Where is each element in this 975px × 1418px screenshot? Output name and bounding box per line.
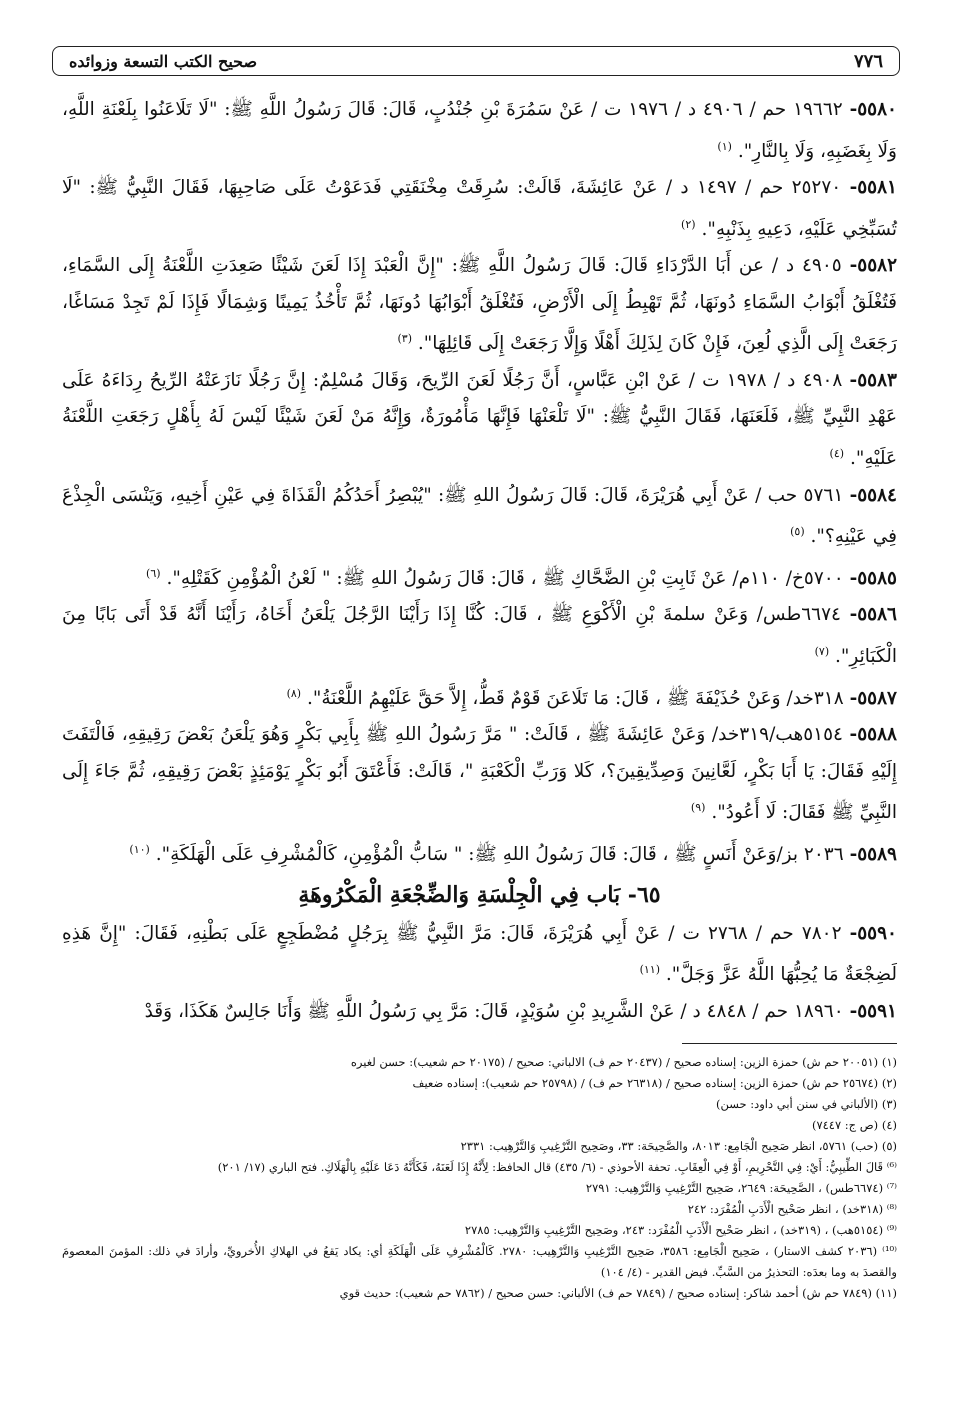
- hadith-text: ٢٠٣٦ بز/وَعَنْ أَنَسٍ ﷺ ، قَالَ: قَالَ رَسُولُ اللهِ ﷺ: " سَابُّ الْمُؤْمِنِ، كَالْمُشْرِفِ عَلَى الْهَلَكَةِ".: [155, 844, 844, 866]
- footnote-text: (حب) ٥٧٦١، انظر صَحِيح الْجَامِع: ٨٠١٣، والصَّحِيحَة: ٣٣، وصَحِيح التَّرْغِيبِ وَالتَّرْهِيب: ٢٣٣١: [460, 1139, 879, 1153]
- footnote-ref[interactable]: (١١): [639, 963, 661, 977]
- footnote-number: ⁽⁸⁾: [886, 1202, 897, 1216]
- hadith-text: ٧٨٠٢ حم / ٢٧٦٨ ت / عَنْ أَبِي هُرَيْرَةَ، قَالَ: مَرَّ النَّبِيُّ ﷺ بِرَجُلٍ مُضْطَجِعٍ عَلَى بَطْنِهِ، فَقَالَ: "إِنَّ هَذِهِ لَضِجْعَةٌ مَا يُحِبُّهَا اللَّهُ عَزَّ وَجَلَّ".: [62, 922, 897, 986]
- hadith-number: ٥٥٨٥-: [849, 567, 897, 589]
- footnote-ref[interactable]: (٦): [146, 566, 161, 580]
- hadith-number: ٥٥٨٧-: [849, 687, 897, 709]
- hadith-number: ٥٥٨٢-: [849, 255, 898, 277]
- footnote-number: (٣): [881, 1097, 897, 1111]
- hadith-entry: [62, 92, 897, 170]
- footnote-ref[interactable]: (١): [717, 139, 732, 153]
- footnote: [62, 1178, 897, 1199]
- footnote-text: (٥١٥٤هب) ، (٣١٩خد) ، انظر صَحْيح الْأَدَبِ الْمُفْرَد: ٢٤٣، وصَحِيح التَّرْغِيبِ وَالتَّرْهِيب: ٢٧٨٥: [464, 1223, 884, 1237]
- hadith-number: ٥٥٨٤-: [849, 484, 897, 506]
- footnotes: [62, 1052, 897, 1304]
- hadith-entry: [62, 248, 897, 363]
- page-header: [52, 46, 900, 76]
- page-number: ٧٧٦: [853, 50, 883, 72]
- hadith-entry: [62, 717, 897, 832]
- footnote: [62, 1136, 897, 1157]
- hadith-number: ٥٥٩٠-: [849, 922, 897, 944]
- hadith-text: ٥٧٦١ حب / عَنْ أَبِي هُرَيْرَةَ، قَالَ: قَالَ رَسُولُ اللهِ ﷺ: "يُبْصِرُ أَحَدُكُمُ الْقَذَاةَ فِي عَيْنِ أَخِيهِ، وَيَنْسَى الْجِذْعَ فِي عَيْنِهِ؟".: [62, 484, 897, 548]
- footnote-number: (١): [881, 1055, 897, 1069]
- footnote-number: (٤): [881, 1118, 897, 1132]
- footnote-number: (٢): [881, 1076, 897, 1090]
- hadith-number: ٥٥٨٠-: [849, 99, 897, 120]
- footnote-text: (٧٨٤٩ حم ش) أحمد شاكر: إسناده صحيح / (٧٨٤٩ حم ف) الألباني: حسن صحيح / (٧٨٦٢ حم شعيب): حديث قوي: [339, 1286, 872, 1300]
- hadith-entry: [62, 597, 897, 675]
- footnote-ref[interactable]: (٩): [690, 801, 706, 815]
- footnote: [62, 1157, 897, 1178]
- footnote: [62, 1220, 897, 1241]
- footnote: [62, 1052, 897, 1073]
- footnote-text: (الألباني في سنن أبي داود: حسن): [715, 1097, 879, 1111]
- footnote: [62, 1094, 897, 1115]
- footnote-text: (ص ج: ٧٤٤٧): [811, 1118, 879, 1132]
- hadith-entry: [62, 916, 897, 994]
- footnote-ref[interactable]: (٥): [790, 525, 805, 539]
- footnote-ref[interactable]: (٤): [829, 446, 845, 460]
- footnote-number: ⁽⁷⁾: [886, 1181, 897, 1195]
- footnote-number: ⁽⁶⁾: [886, 1160, 897, 1174]
- footnote-ref[interactable]: (٢): [681, 217, 696, 231]
- hadith-number: ٥٥٨٩-: [849, 844, 897, 866]
- hadith-text: ٤٩٠٥ د / عن أَبَا الدَّرْدَاءِ قَالَ: قَالَ رَسُولُ اللَّهِ ﷺ: "إِنَّ الْعَبْدَ إِذَا لَعَنَ شَيْئًا صَعِدَتِ اللَّعْنَةُ إِلَى السَّمَاءِ، فَتُغْلَقُ أَبْوَابُ السَّمَاءِ دُونَهَا، ثُمَّ تَهْبِطُ إِلَى الْأَرْضِ، فَتُغْلَقُ أَبْوَابُهَا دُونَهَا، ثُمَّ تَأْخُذُ يَمِينًا وَشِمَالًا فَإِذَا لَمْ تَجِدْ مَسَاغًا، رَجَعَتْ إِلَى الَّذِي لُعِنَ، فَإِنْ كَانَ لِذَلِكَ أَهْلًا وَإِلَّا رَجَعَتْ إِلَى قَائِلِهَا".: [62, 255, 897, 355]
- footnote: [62, 1283, 897, 1304]
- hadith-text: ٦٦٧٤طس/ وَعَنْ سلمةَ بْنِ الْأَكْوَعِ ﷺ ، قَالَ: كُنَّا إِذَا رَأَيْنَا الرَّجُلَ يَلْعَنُ أَخَاهُ، رَأَيْنَا أَنَّهُ قَدْ أَتَى بَابًا مِنَ الْكَبَائِرِ".: [62, 604, 897, 668]
- footnote: [62, 1115, 897, 1136]
- page-body: [62, 92, 897, 1030]
- hadith-text: ١٨٩٦٠ حم / ٤٨٤٨ د / عَنْ الشَّرِيدِ بْنِ سُوَيْدٍ، قَالَ: مَرَّ بِي رَسُولُ اللَّهِ ﷺ وَأَنَا جَالِسٌ هَكَذَا، وَقَدْ: [144, 1000, 844, 1022]
- hadith-entry: [62, 994, 897, 1031]
- hadith-text: ٤٩٠٨ د / ١٩٧٨ ت / عَنْ ابْنِ عَبَّاسٍ، أَنَّ رَجُلًا لَعَنَ الرِّيحَ، وَقَالَ مُسْلِمٌ: إِنَّ رَجُلًا نَازَعَتْهُ الرِّيحُ رِدَاءَهُ عَلَى عَهْدِ النَّبِيِّ ﷺ، فَلَعَنَهَا، فَقَالَ النَّبِيُّ ﷺ: "لَا تَلْعَنْهَا فَإِنَّهَا مَأْمُورَةٌ، وَإِنَّهُ مَنْ لَعَنَ شَيْئًا لَيْسَ لَهُ بِأَهْلٍ رَجَعَتِ اللَّعْنَةُ عَلَيْهِ".: [62, 369, 897, 470]
- footnote-text: (٢٠٣٦ كشف الاستار) ، صَحِيح الْجَامِع: ٣٥٨٦، صَحِيح التَّرْغِيبِ وَالتَّرْهِيب: ٢٧٨٠. كَالْمُشْرِفِ عَلَى الْهَلَكَةِ أي: يكاد يَقعُ في الهلاكِ الأُخرويِّ، وأرادَ في ذلك: المؤمنَ المعصومَ والقصدَ به وما بعدَه: التحذيرُ من السَّبِّ. فيض القدير - (٤/ ١٠٤): [62, 1244, 897, 1279]
- hadith-text: ٣١٨خد/ وَعَنْ حُذَيْفَةَ ﷺ ، قَالَ: مَا تَلَاعَنَ قَوْمٌ قَطُّ، إِلاَّ حَقَّ عَلَيْهِمُ اللَّعْنَةُ".: [306, 687, 844, 709]
- footnote-number: (١١): [875, 1286, 897, 1300]
- hadith-number: ٥٥٨١-: [849, 177, 897, 199]
- footnote-divider: [682, 1043, 897, 1044]
- chapter-heading: ٦٥- بَاب فِي الْجِلْسَةِ وَالضِّجْعَةِ الْمَكْرُوهَةِ: [298, 881, 661, 908]
- footnote-number: ⁽⁹⁾: [886, 1223, 897, 1237]
- hadith-text: ٥٧٠٠خ/ ١١٠م/ عَنْ ثَابِتِ بْنِ الضَّحَّاكِ ﷺ ، قَالَ: قَالَ رَسُولُ اللهِ ﷺ: " لَعْنُ الْمُؤْمِنِ كَقَتْلِهِ".: [166, 567, 844, 589]
- hadith-entry: [62, 676, 897, 718]
- footnote-number: ⁽¹⁰⁾: [882, 1244, 897, 1258]
- hadith-entry: [62, 363, 897, 478]
- footnote-text: (٦٦٧٤طس) ، الصَّحِيحَة: ٢٦٤٩، صَحِيح التَّرْغِيبِ وَالتَّرْهِيب: ٢٧٩١: [585, 1181, 884, 1195]
- hadith-number: ٥٥٩١-: [849, 1000, 897, 1022]
- footnote-text: (٣١٨خد) ، انظر صَحْيح الْأَدَبِ الْمُفْرَد: ٢٤٢: [687, 1202, 884, 1216]
- footnote: [62, 1241, 897, 1283]
- hadith-text: ١٩٦٦٢ حم / ٤٩٠٦ د / ١٩٧٦ ت / عَنْ سَمُرَةَ بْنِ جُنْدُبٍ، قَالَ: قَالَ رَسُولُ اللَّهِ ﷺ: "لَا تَلَاعَنُوا بِلَعْنَةِ اللَّهِ، وَلَا بِغَضَبِهِ، وَلَا بِالنَّارِ".: [62, 99, 897, 162]
- hadith-entry: [62, 556, 897, 598]
- footnote-text: (٢٠٠٥١ حم ش) حمزة الزين: إسناده صحيح / (٢٠٤٣٧ حم ف) الالباني: صحيح / (٢٠١٧٥ حم شعيب): حسن لغيره: [350, 1055, 879, 1069]
- hadith-number: ٥٥٨٣-: [849, 369, 897, 391]
- hadith-entry: [62, 170, 897, 248]
- footnote-text: قَالَ الطِّيبِيُّ: أَيْ: فِي التَّحْرِيمِ، أَوْ فِي الْعِقَابِ. تحفة الأحوذي - (٦/ ٤٣٥) قال الحافظ: لِأَنَّهُ إِذَا لَعَنَهُ، فَكَأَنَّهُ دَعَا عَلَيْهِ بِالْهَلَاكِ. فتح الباري (١٧/ ٢٠١): [217, 1160, 884, 1174]
- hadith-number: ٥٥٨٦-: [849, 604, 897, 626]
- hadith-number: ٥٥٨٨-: [849, 724, 897, 746]
- hadith-text: ٢٥٢٧٠ حم / ١٤٩٧ د / عَنْ عَائِشَةَ، قَالَتْ: سُرِقَتْ مِخْنَقَتِي فَدَعَوْتُ عَلَى صَاحِبِهَا، فَقَالَ النَّبِيُّ ﷺ: "لَا تُسَبِّخِي عَلَيْهِ، دَعِيهِ بِذَنْبِهِ".: [62, 177, 897, 240]
- footnote-ref[interactable]: (٣): [397, 332, 412, 346]
- book-title: صحيح الكتب التسعة وزوائده: [69, 51, 258, 71]
- hadith-entry: [62, 478, 897, 556]
- footnote-ref[interactable]: (١٠): [129, 842, 150, 856]
- footnote: [62, 1073, 897, 1094]
- footnote-number: (٥): [881, 1139, 897, 1153]
- footnote-ref[interactable]: (٧): [814, 644, 830, 658]
- hadith-entry: [62, 832, 897, 874]
- footnote-ref[interactable]: (٨): [286, 686, 302, 700]
- hadith-text: ٥١٥٤هب/٣١٩خد/ وَعَنْ عَائِشَةَ ﷺ ، قَالَتْ: " مَرَّ رَسُولُ اللهِ ﷺ بِأَبِي بَكْرٍ وَهُوَ يَلْعَنُ بَعْضَ رَقِيقِهِ، فَالْتَفَتَ إِلَيْهِ فَقَالَ: يَا أَبَا بَكْرٍ، لَعَّانِينَ وَصِدِّيقِينَ؟، كَلا وَرَبِّ الْكَعْبَةِ "، قَالَتْ: فَأَعْتَقَ أَبُو بَكْرٍ يَوْمَئِذٍ بَعْضَ رَقِيقِهِ، ثُمَّ جَاءَ إِلَى النَّبِيِّ ﷺ فَقَالَ: لَا أَعُودُ".: [62, 724, 897, 824]
- footnote: [62, 1199, 897, 1220]
- footnote-text: (٢٥٦٧٤ حم ش) حمزة الزين: إسناده صحيح / (٢٦٣١٨ حم ف) / (٢٥٧٩٨ حم شعيب): إسناده ضعيف: [412, 1076, 879, 1090]
